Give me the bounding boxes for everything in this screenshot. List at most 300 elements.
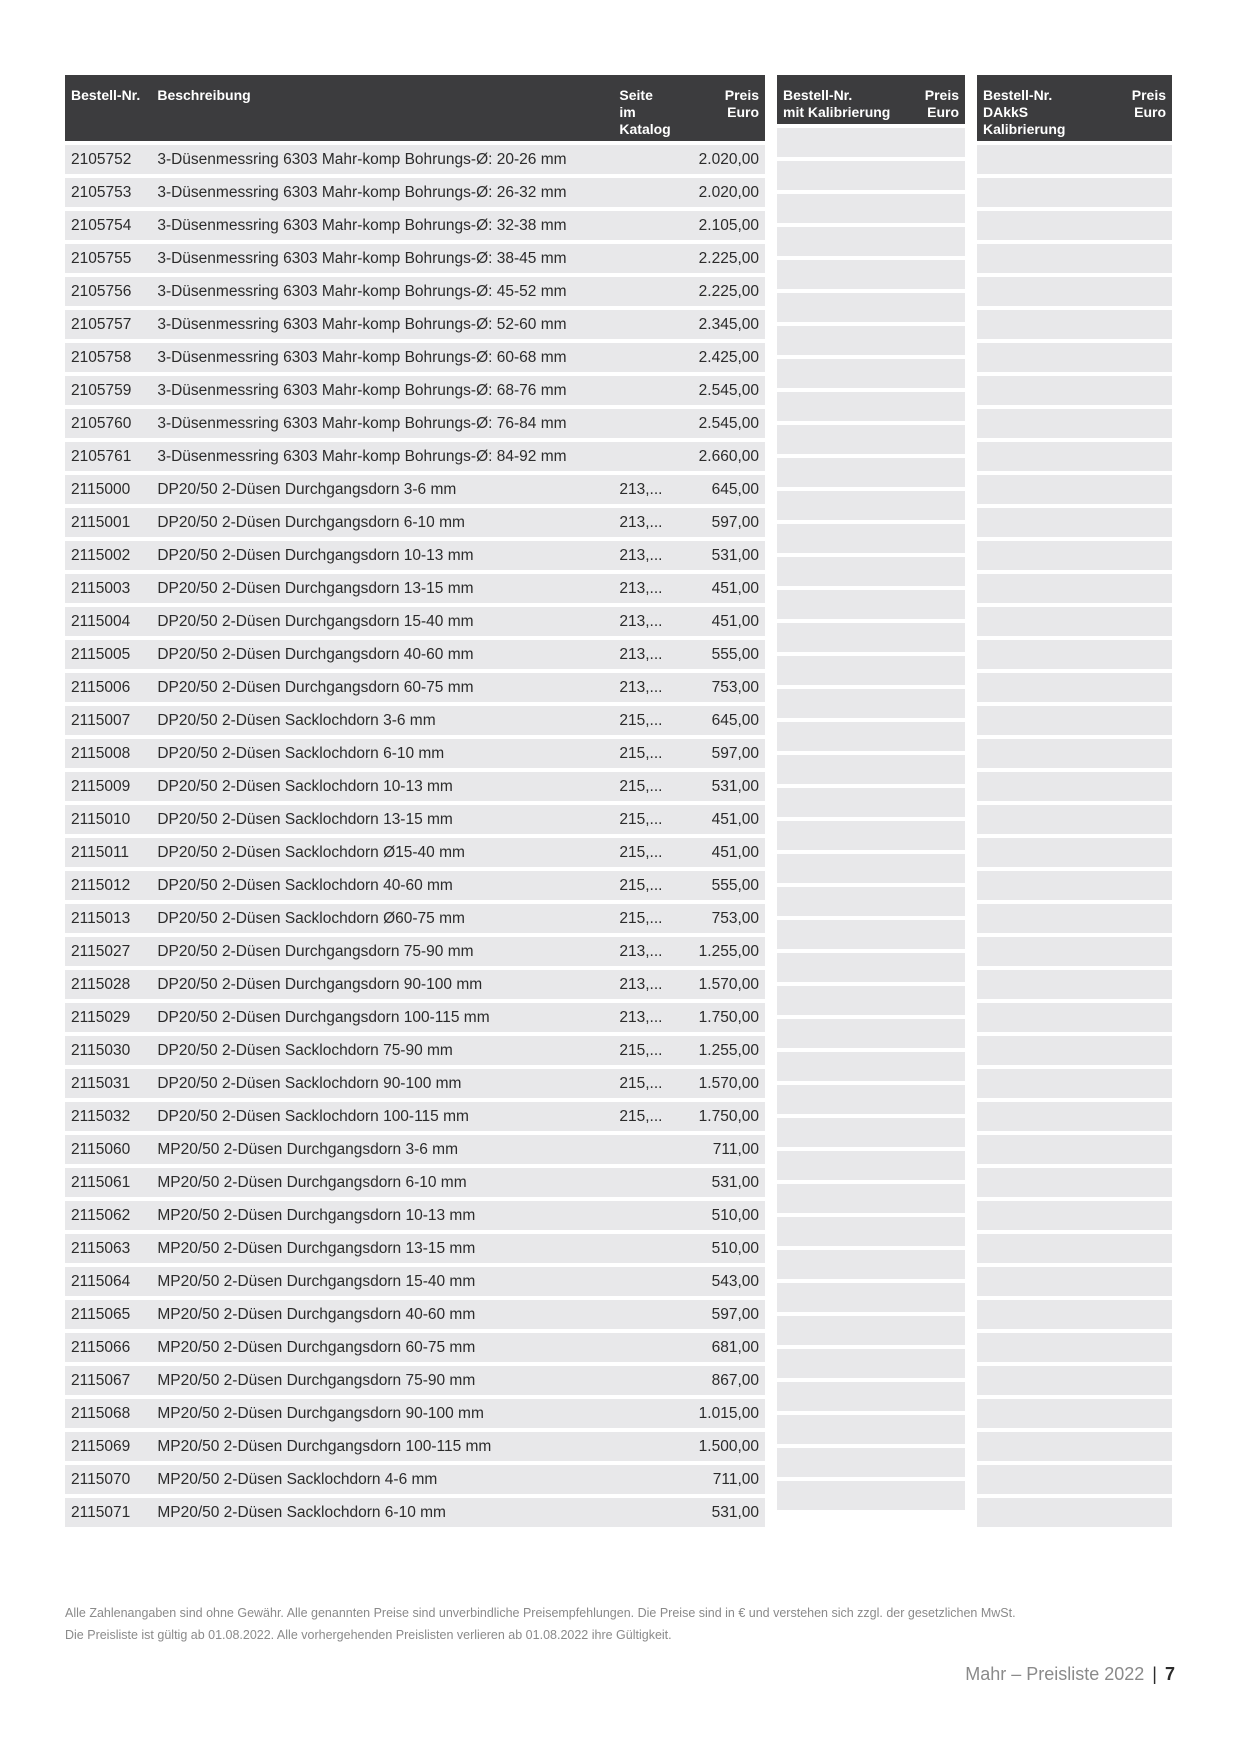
dakks-row	[977, 739, 1172, 768]
catalog-page-cell	[613, 1498, 676, 1527]
calibration-order-no-cell	[777, 1250, 907, 1279]
order-no-cell: 2105760	[65, 409, 151, 438]
dakks-row	[977, 838, 1172, 867]
order-no-cell: 2115027	[65, 937, 151, 966]
calibration-row	[777, 194, 965, 223]
dakks-row	[977, 475, 1172, 504]
calibration-price-cell	[907, 1415, 965, 1444]
order-no-cell: 2115071	[65, 1498, 151, 1527]
dakks-price-cell	[1120, 1300, 1172, 1329]
dakks-row	[977, 244, 1172, 273]
calibration-price-cell	[907, 161, 965, 190]
calibration-order-no-cell	[777, 821, 907, 850]
calibration-row	[777, 1448, 965, 1477]
calibration-row	[777, 359, 965, 388]
calibration-row	[777, 326, 965, 355]
header-calibration-order-line1: Bestell-Nr.	[783, 87, 853, 103]
dakks-order-no-cell	[977, 1366, 1120, 1395]
calibration-row	[777, 1085, 965, 1114]
description-cell: DP20/50 2-Düsen Durchgangsdorn 40-60 mm	[151, 640, 613, 669]
dakks-price-cell	[1120, 1366, 1172, 1395]
dakks-order-no-cell	[977, 376, 1120, 405]
dakks-price-cell	[1120, 1234, 1172, 1263]
calibration-price-cell	[907, 1250, 965, 1279]
calibration-order-no-cell	[777, 986, 907, 1015]
dakks-order-no-cell	[977, 541, 1120, 570]
order-no-cell: 2115029	[65, 1003, 151, 1032]
dakks-order-no-cell	[977, 409, 1120, 438]
catalog-page-cell: 213,...	[613, 673, 676, 702]
table-row	[65, 475, 765, 504]
calibration-price-cell	[907, 590, 965, 619]
dakks-order-no-cell	[977, 805, 1120, 834]
dakks-order-no-cell	[977, 1465, 1120, 1494]
dakks-price-cell	[1120, 343, 1172, 372]
tables-container	[65, 75, 1175, 1531]
table-row	[65, 772, 765, 801]
dakks-row	[977, 871, 1172, 900]
dakks-price-cell	[1120, 706, 1172, 735]
dakks-price-cell	[1120, 1102, 1172, 1131]
dakks-price-cell	[1120, 574, 1172, 603]
calibration-price-cell	[907, 227, 965, 256]
dakks-row	[977, 1465, 1172, 1494]
price-cell: 1.255,00	[677, 1036, 765, 1065]
catalog-page-cell	[613, 1234, 676, 1263]
description-cell: DP20/50 2-Düsen Durchgangsdorn 75-90 mm	[151, 937, 613, 966]
catalog-page-cell: 213,...	[613, 1003, 676, 1032]
dakks-header-row	[977, 75, 1172, 141]
dakks-price-cell	[1120, 508, 1172, 537]
calibration-price-cell	[907, 1448, 965, 1477]
calibration-order-no-cell	[777, 755, 907, 784]
dakks-order-no-cell	[977, 673, 1120, 702]
price-cell: 711,00	[677, 1135, 765, 1164]
catalog-page-cell	[613, 1300, 676, 1329]
description-cell: DP20/50 2-Düsen Sacklochdorn 10-13 mm	[151, 772, 613, 801]
description-cell: MP20/50 2-Düsen Durchgangsdorn 6-10 mm	[151, 1168, 613, 1197]
table-row	[65, 277, 765, 306]
order-no-cell: 2115012	[65, 871, 151, 900]
catalog-page-cell	[613, 1333, 676, 1362]
description-cell: 3-Düsenmessring 6303 Mahr-komp Bohrungs-Ø: 38-45 mm	[151, 244, 613, 273]
catalog-page-cell: 215,...	[613, 904, 676, 933]
description-cell: 3-Düsenmessring 6303 Mahr-komp Bohrungs-Ø: 76-84 mm	[151, 409, 613, 438]
dakks-price-table	[977, 71, 1172, 1531]
order-no-cell: 2115061	[65, 1168, 151, 1197]
description-cell: MP20/50 2-Düsen Durchgangsdorn 75-90 mm	[151, 1366, 613, 1395]
calibration-price-cell	[907, 1349, 965, 1378]
calibration-order-no-cell	[777, 128, 907, 157]
catalog-page-cell	[613, 409, 676, 438]
dakks-order-no-cell	[977, 277, 1120, 306]
dakks-price-cell	[1120, 805, 1172, 834]
table-row	[65, 904, 765, 933]
calibration-order-no-cell	[777, 590, 907, 619]
dakks-order-no-cell	[977, 1201, 1120, 1230]
table-row	[65, 871, 765, 900]
dakks-row	[977, 1267, 1172, 1296]
header-catalog-page	[613, 75, 676, 141]
calibration-price-cell	[907, 1316, 965, 1345]
dakks-row	[977, 178, 1172, 207]
price-cell: 597,00	[677, 739, 765, 768]
header-dakks-price-line1: Preis	[1131, 87, 1166, 103]
dakks-price-cell	[1120, 838, 1172, 867]
price-cell: 1.750,00	[677, 1003, 765, 1032]
calibration-order-no-cell	[777, 425, 907, 454]
dakks-price-cell	[1120, 277, 1172, 306]
order-no-cell: 2105761	[65, 442, 151, 471]
dakks-order-no-cell	[977, 1300, 1120, 1329]
price-cell: 1.750,00	[677, 1102, 765, 1131]
dakks-row	[977, 607, 1172, 636]
table-row	[65, 1465, 765, 1494]
order-no-cell: 2115006	[65, 673, 151, 702]
dakks-order-no-cell	[977, 244, 1120, 273]
calibration-price-cell	[907, 986, 965, 1015]
calibration-price-cell	[907, 1052, 965, 1081]
description-cell: 3-Düsenmessring 6303 Mahr-komp Bohrungs-Ø: 60-68 mm	[151, 343, 613, 372]
order-no-cell: 2115060	[65, 1135, 151, 1164]
calibration-price-cell	[907, 128, 965, 157]
calibration-row	[777, 1481, 965, 1510]
dakks-row	[977, 1366, 1172, 1395]
calibration-order-no-cell	[777, 1118, 907, 1147]
main-table-body	[65, 145, 765, 1527]
dakks-price-cell	[1120, 970, 1172, 999]
catalog-page-cell: 213,...	[613, 475, 676, 504]
order-no-cell: 2115011	[65, 838, 151, 867]
description-cell: MP20/50 2-Düsen Durchgangsdorn 15-40 mm	[151, 1267, 613, 1296]
catalog-page-cell	[613, 1399, 676, 1428]
catalog-page-cell: 213,...	[613, 607, 676, 636]
dakks-row	[977, 1201, 1172, 1230]
dakks-order-no-cell	[977, 1399, 1120, 1428]
calibration-price-cell	[907, 1151, 965, 1180]
price-cell: 2.660,00	[677, 442, 765, 471]
table-row	[65, 376, 765, 405]
dakks-order-no-cell	[977, 1135, 1120, 1164]
catalog-page-cell	[613, 1135, 676, 1164]
catalog-page-cell	[613, 1366, 676, 1395]
calibration-price-cell	[907, 425, 965, 454]
description-cell: 3-Düsenmessring 6303 Mahr-komp Bohrungs-Ø: 20-26 mm	[151, 145, 613, 174]
header-calibration-order-line2: mit Kalibrierung	[783, 104, 891, 120]
header-price	[677, 75, 765, 141]
order-no-cell: 2115001	[65, 508, 151, 537]
dakks-row	[977, 343, 1172, 372]
description-cell: 3-Düsenmessring 6303 Mahr-komp Bohrungs-Ø: 45-52 mm	[151, 277, 613, 306]
calibration-order-no-cell	[777, 854, 907, 883]
order-no-cell: 2115067	[65, 1366, 151, 1395]
calibration-order-no-cell	[777, 1448, 907, 1477]
calibration-order-no-cell	[777, 1184, 907, 1213]
calibration-row	[777, 392, 965, 421]
dakks-price-cell	[1120, 442, 1172, 471]
order-no-cell: 2115005	[65, 640, 151, 669]
dakks-row	[977, 805, 1172, 834]
order-no-cell: 2115066	[65, 1333, 151, 1362]
price-cell: 555,00	[677, 640, 765, 669]
order-no-cell: 2115010	[65, 805, 151, 834]
calibration-row	[777, 1349, 965, 1378]
dakks-price-cell	[1120, 1267, 1172, 1296]
calibration-price-cell	[907, 1481, 965, 1510]
main-header-row	[65, 75, 765, 141]
description-cell: DP20/50 2-Düsen Durchgangsdorn 15-40 mm	[151, 607, 613, 636]
calibration-price-cell	[907, 491, 965, 520]
calibration-order-no-cell	[777, 260, 907, 289]
calibration-price-cell	[907, 194, 965, 223]
calibration-price-cell	[907, 1019, 965, 1048]
calibration-row	[777, 722, 965, 751]
calibration-order-no-cell	[777, 1316, 907, 1345]
calibration-row	[777, 1052, 965, 1081]
table-row	[65, 607, 765, 636]
order-no-cell: 2105755	[65, 244, 151, 273]
dakks-price-cell	[1120, 1003, 1172, 1032]
price-cell: 451,00	[677, 607, 765, 636]
description-cell: DP20/50 2-Düsen Durchgangsdorn 10-13 mm	[151, 541, 613, 570]
calibration-order-no-cell	[777, 722, 907, 751]
dakks-order-no-cell	[977, 871, 1120, 900]
dakks-price-cell	[1120, 1069, 1172, 1098]
calibration-price-cell	[907, 821, 965, 850]
description-cell: DP20/50 2-Düsen Durchgangsdorn 13-15 mm	[151, 574, 613, 603]
dakks-row	[977, 1003, 1172, 1032]
calibration-price-cell	[907, 458, 965, 487]
main-price-table	[65, 71, 765, 1531]
dakks-price-cell	[1120, 1465, 1172, 1494]
dakks-row	[977, 1135, 1172, 1164]
price-cell: 2.545,00	[677, 376, 765, 405]
price-cell: 711,00	[677, 1465, 765, 1494]
calibration-row	[777, 590, 965, 619]
dakks-order-no-cell	[977, 1102, 1120, 1131]
calibration-price-cell	[907, 1283, 965, 1312]
table-row	[65, 1003, 765, 1032]
price-cell: 555,00	[677, 871, 765, 900]
dakks-order-no-cell	[977, 1168, 1120, 1197]
dakks-row	[977, 409, 1172, 438]
calibration-price-table	[777, 71, 965, 1514]
description-cell: 3-Düsenmessring 6303 Mahr-komp Bohrungs-Ø: 26-32 mm	[151, 178, 613, 207]
description-cell: DP20/50 2-Düsen Sacklochdorn 90-100 mm	[151, 1069, 613, 1098]
description-cell: DP20/50 2-Düsen Sacklochdorn Ø15-40 mm	[151, 838, 613, 867]
table-row	[65, 1234, 765, 1263]
price-cell: 645,00	[677, 706, 765, 735]
calibration-header-row	[777, 75, 965, 124]
page-footer	[965, 1664, 1175, 1685]
calibration-price-cell	[907, 1118, 965, 1147]
price-cell: 753,00	[677, 904, 765, 933]
price-cell: 1.570,00	[677, 970, 765, 999]
dakks-order-no-cell	[977, 1333, 1120, 1362]
catalog-page-cell: 215,...	[613, 838, 676, 867]
table-row	[65, 1135, 765, 1164]
description-cell: DP20/50 2-Düsen Durchgangsdorn 60-75 mm	[151, 673, 613, 702]
dakks-row	[977, 442, 1172, 471]
dakks-price-cell	[1120, 1498, 1172, 1527]
price-cell: 1.570,00	[677, 1069, 765, 1098]
dakks-price-cell	[1120, 904, 1172, 933]
dakks-order-no-cell	[977, 970, 1120, 999]
order-no-cell: 2115069	[65, 1432, 151, 1461]
order-no-cell: 2115065	[65, 1300, 151, 1329]
disclaimer-line-1: Alle Zahlenangaben sind ohne Gewähr. Alle genannten Preise sind unverbindliche Preisempfehlungen. Die Preise sind in € und verstehen sich zzgl. der gesetzlichen MwSt.	[65, 1606, 1016, 1620]
order-no-cell: 2115028	[65, 970, 151, 999]
dakks-order-no-cell	[977, 607, 1120, 636]
calibration-order-no-cell	[777, 458, 907, 487]
dakks-order-no-cell	[977, 937, 1120, 966]
dakks-order-no-cell	[977, 1036, 1120, 1065]
price-cell: 531,00	[677, 1168, 765, 1197]
dakks-price-cell	[1120, 178, 1172, 207]
dakks-row	[977, 1168, 1172, 1197]
calibration-price-cell	[907, 524, 965, 553]
dakks-price-cell	[1120, 937, 1172, 966]
catalog-page-cell	[613, 376, 676, 405]
table-row	[65, 1399, 765, 1428]
calibration-row	[777, 1019, 965, 1048]
catalog-page-cell	[613, 1432, 676, 1461]
dakks-order-no-cell	[977, 640, 1120, 669]
price-cell: 543,00	[677, 1267, 765, 1296]
calibration-price-cell	[907, 1085, 965, 1114]
calibration-row	[777, 1250, 965, 1279]
calibration-row	[777, 557, 965, 586]
table-row	[65, 1102, 765, 1131]
table-row	[65, 310, 765, 339]
calibration-row	[777, 1415, 965, 1444]
calibration-order-no-cell	[777, 557, 907, 586]
price-cell: 451,00	[677, 574, 765, 603]
calibration-row	[777, 524, 965, 553]
catalog-page-cell: 213,...	[613, 937, 676, 966]
order-no-cell: 2115062	[65, 1201, 151, 1230]
calibration-order-no-cell	[777, 293, 907, 322]
catalog-page-cell: 215,...	[613, 772, 676, 801]
order-no-cell: 2115031	[65, 1069, 151, 1098]
dakks-row	[977, 970, 1172, 999]
catalog-page-cell: 213,...	[613, 640, 676, 669]
calibration-order-no-cell	[777, 1283, 907, 1312]
price-cell: 645,00	[677, 475, 765, 504]
calibration-price-cell	[907, 293, 965, 322]
dakks-table-body	[977, 145, 1172, 1527]
dakks-price-cell	[1120, 409, 1172, 438]
table-row	[65, 145, 765, 174]
price-cell: 531,00	[677, 541, 765, 570]
calibration-order-no-cell	[777, 1217, 907, 1246]
price-cell: 2.225,00	[677, 277, 765, 306]
order-no-cell: 2115030	[65, 1036, 151, 1065]
table-row	[65, 178, 765, 207]
dakks-row	[977, 574, 1172, 603]
price-cell: 2.020,00	[677, 145, 765, 174]
calibration-price-cell	[907, 1217, 965, 1246]
calibration-order-no-cell	[777, 623, 907, 652]
calibration-order-no-cell	[777, 161, 907, 190]
calibration-table-body	[777, 128, 965, 1510]
order-no-cell: 2115064	[65, 1267, 151, 1296]
page-number: 7	[1164, 1664, 1175, 1684]
catalog-page-cell	[613, 442, 676, 471]
description-cell: MP20/50 2-Düsen Durchgangsdorn 3-6 mm	[151, 1135, 613, 1164]
dakks-order-no-cell	[977, 178, 1120, 207]
header-description: Beschreibung	[151, 75, 613, 141]
description-cell: DP20/50 2-Düsen Durchgangsdorn 90-100 mm	[151, 970, 613, 999]
calibration-price-cell	[907, 722, 965, 751]
dakks-row	[977, 211, 1172, 240]
calibration-order-no-cell	[777, 1019, 907, 1048]
description-cell: DP20/50 2-Düsen Durchgangsdorn 3-6 mm	[151, 475, 613, 504]
description-cell: MP20/50 2-Düsen Durchgangsdorn 100-115 mm	[151, 1432, 613, 1461]
price-cell: 2.225,00	[677, 244, 765, 273]
header-catalog-page-line2: Katalog	[619, 121, 671, 137]
description-cell: DP20/50 2-Düsen Sacklochdorn 3-6 mm	[151, 706, 613, 735]
order-no-cell: 2105752	[65, 145, 151, 174]
dakks-order-no-cell	[977, 838, 1120, 867]
catalog-page-cell: 215,...	[613, 739, 676, 768]
dakks-order-no-cell	[977, 1498, 1120, 1527]
calibration-price-cell	[907, 557, 965, 586]
price-cell: 597,00	[677, 1300, 765, 1329]
header-calibration-price-line1: Preis	[924, 87, 959, 103]
calibration-row	[777, 1151, 965, 1180]
description-cell: DP20/50 2-Düsen Sacklochdorn Ø60-75 mm	[151, 904, 613, 933]
dakks-row	[977, 1300, 1172, 1329]
dakks-price-cell	[1120, 607, 1172, 636]
header-catalog-page-line1: Seite im	[619, 87, 653, 120]
table-row	[65, 1366, 765, 1395]
dakks-order-no-cell	[977, 145, 1120, 174]
calibration-order-no-cell	[777, 227, 907, 256]
description-cell: MP20/50 2-Düsen Sacklochdorn 4-6 mm	[151, 1465, 613, 1494]
order-no-cell: 2105758	[65, 343, 151, 372]
order-no-cell: 2105753	[65, 178, 151, 207]
calibration-price-cell	[907, 656, 965, 685]
catalog-page-cell	[613, 145, 676, 174]
calibration-row	[777, 1118, 965, 1147]
description-cell: DP20/50 2-Düsen Durchgangsdorn 6-10 mm	[151, 508, 613, 537]
dakks-price-cell	[1120, 244, 1172, 273]
calibration-row	[777, 788, 965, 817]
order-no-cell: 2115004	[65, 607, 151, 636]
header-price-line2: Euro	[727, 104, 759, 120]
table-row	[65, 838, 765, 867]
table-row	[65, 970, 765, 999]
calibration-row	[777, 656, 965, 685]
dakks-order-no-cell	[977, 1267, 1120, 1296]
dakks-price-cell	[1120, 376, 1172, 405]
catalog-page-cell: 215,...	[613, 1069, 676, 1098]
catalog-page-cell: 213,...	[613, 970, 676, 999]
dakks-row	[977, 640, 1172, 669]
dakks-order-no-cell	[977, 508, 1120, 537]
calibration-order-no-cell	[777, 1151, 907, 1180]
price-cell: 451,00	[677, 838, 765, 867]
dakks-row	[977, 772, 1172, 801]
dakks-order-no-cell	[977, 211, 1120, 240]
header-dakks-order-no	[977, 75, 1120, 141]
dakks-order-no-cell	[977, 1432, 1120, 1461]
table-row	[65, 1069, 765, 1098]
description-cell: MP20/50 2-Düsen Sacklochdorn 6-10 mm	[151, 1498, 613, 1527]
catalog-page-cell: 215,...	[613, 1102, 676, 1131]
dakks-row	[977, 145, 1172, 174]
